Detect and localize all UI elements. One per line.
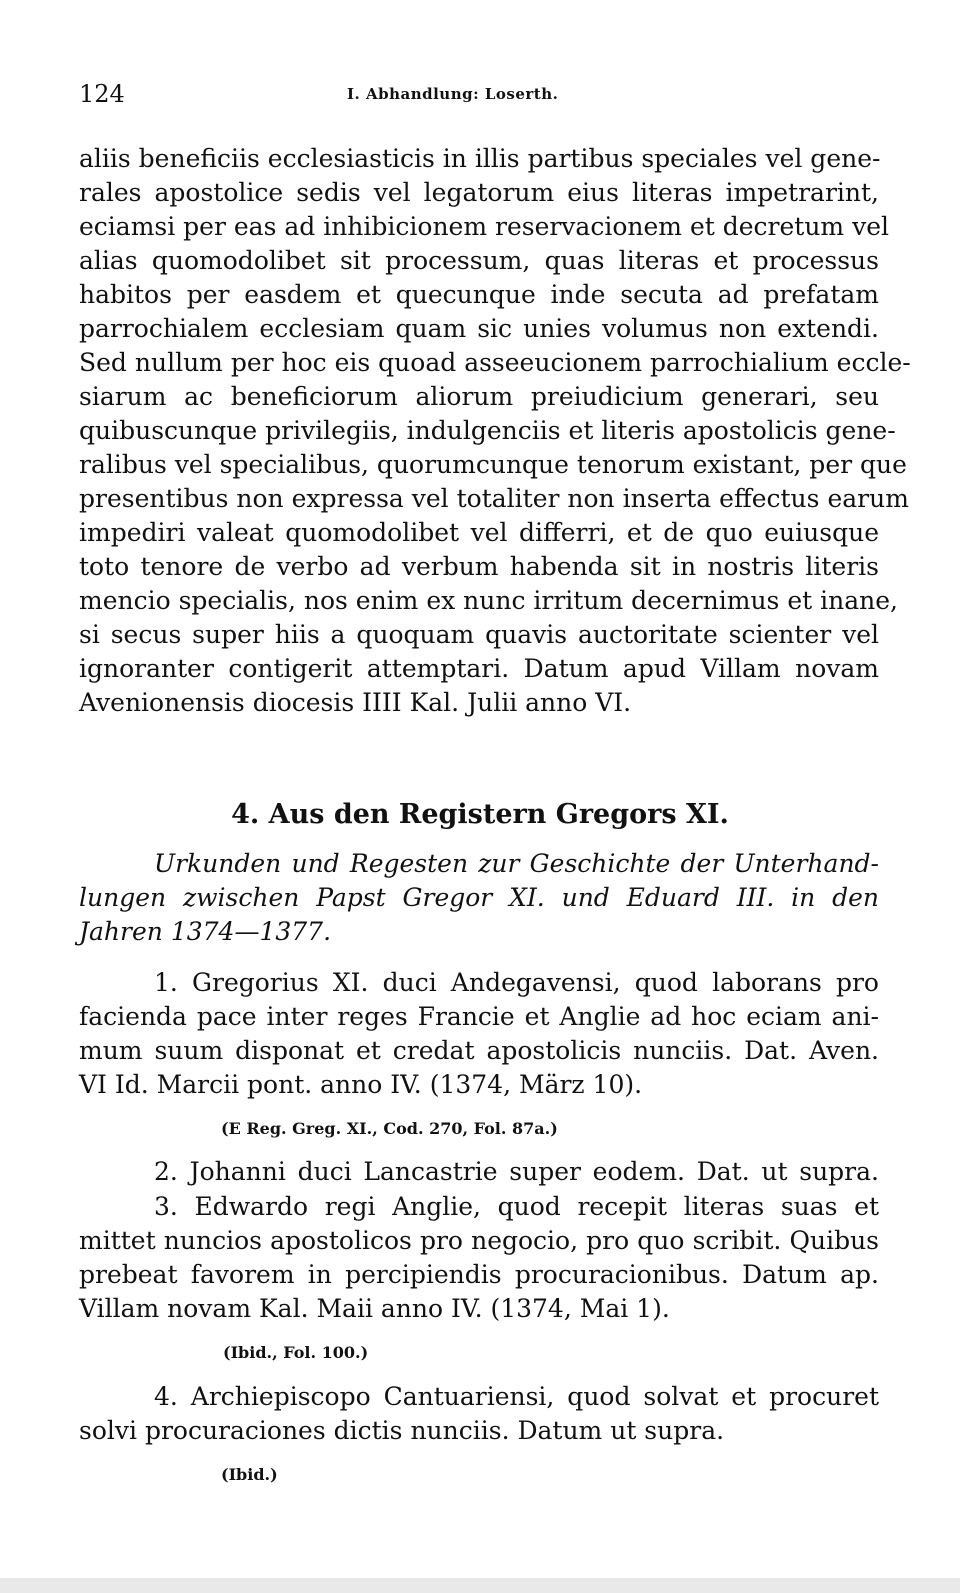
entry-3-source: (Ibid., Fol. 100.) [223, 1343, 369, 1362]
entry-line: mum suum disponat et credat apostolicis nunciis. Dat. Aven. [79, 1036, 879, 1065]
entry-line: prebeat favorem in percipiendis procuracionibus. Datum ap. [79, 1260, 879, 1289]
text-line: quibuscunque privilegiis, indulgenciis et literis apostolicis gene- [79, 416, 896, 445]
subtitle-line: Jahren 1374—1377. [79, 917, 332, 946]
subtitle-line: lungen zwischen Papst Gregor XI. und Eduard III. in den [79, 883, 879, 912]
entry-4-source: (Ibid.) [221, 1465, 278, 1484]
text-line: parrochialem ecclesiam quam sic unies volumus non extendi. [79, 314, 879, 343]
text-line: impediri valeat quomodolibet vel differri, et de quo euiusque [79, 518, 879, 547]
text-line: si secus super hiis a quoquam quavis auctoritate scienter vel [79, 620, 879, 649]
scan-bottom-edge [0, 1578, 960, 1593]
text-line: rales apostolice sedis vel legatorum eius literas impetrarint, [79, 178, 879, 207]
entry-1-source: (E Reg. Greg. XI., Cod. 270, Fol. 87a.) [221, 1119, 558, 1138]
text-line: ralibus vel specialibus, quorumcunque tenorum existant, per que [79, 450, 907, 479]
entry-line: 2. Johanni duci Lancastrie super eodem. Dat. ut supra. [154, 1157, 879, 1186]
entry-line: mittet nuncios apostolicos pro negocio, pro quo scribit. Quibus [79, 1226, 879, 1255]
text-line: siarum ac beneficiorum aliorum preiudicium generari, seu [79, 382, 879, 411]
subtitle-line: Urkunden und Regesten zur Geschichte der Unterhand- [154, 849, 879, 878]
section-heading: 4. Aus den Registern Gregors XI. [231, 799, 729, 830]
text-line: toto tenore de verbo ad verbum habenda sit in nostris literis [79, 552, 879, 581]
text-line: mencio specialis, nos enim ex nunc irritum decernimus et inane, [79, 586, 898, 615]
text-line: Avenionensis diocesis IIII Kal. Julii anno VI. [79, 688, 632, 717]
page-header [79, 76, 879, 112]
running-head: I. Abhandlung: Loserth. [347, 85, 559, 103]
text-line: habitos per easdem et quecunque inde secuta ad prefatam [79, 280, 879, 309]
entry-line: VI Id. Marcii pont. anno IV. (1374, März 10). [79, 1070, 643, 1099]
text-line: presentibus non expressa vel totaliter non inserta effectus earum [79, 484, 909, 513]
text-line: ignoranter contigerit attemptari. Datum apud Villam novam [79, 654, 879, 683]
entry-line: facienda pace inter reges Francie et Anglie ad hoc eciam ani- [79, 1002, 879, 1031]
entry-line: solvi procuraciones dictis nunciis. Datum ut supra. [79, 1416, 725, 1445]
entry-line: Villam novam Kal. Maii anno IV. (1374, Mai 1). [79, 1294, 670, 1323]
entry-line: 4. Archiepiscopo Cantuariensi, quod solvat et procuret [154, 1382, 879, 1411]
text-line: alias quomodolibet sit processum, quas literas et processus [79, 246, 879, 275]
text-line: aliis beneficiis ecclesiasticis in illis partibus speciales vel gene- [79, 144, 881, 173]
entry-line: 1. Gregorius XI. duci Andegavensi, quod laborans pro [154, 968, 879, 997]
entry-line: 3. Edwardo regi Anglie, quod recepit literas suas et [154, 1192, 879, 1221]
text-line: Sed nullum per hoc eis quoad asseeucionem parrochialium eccle- [79, 348, 911, 377]
page-number: 124 [79, 80, 125, 108]
text-line: eciamsi per eas ad inhibicionem reservacionem et decretum vel [79, 212, 889, 241]
